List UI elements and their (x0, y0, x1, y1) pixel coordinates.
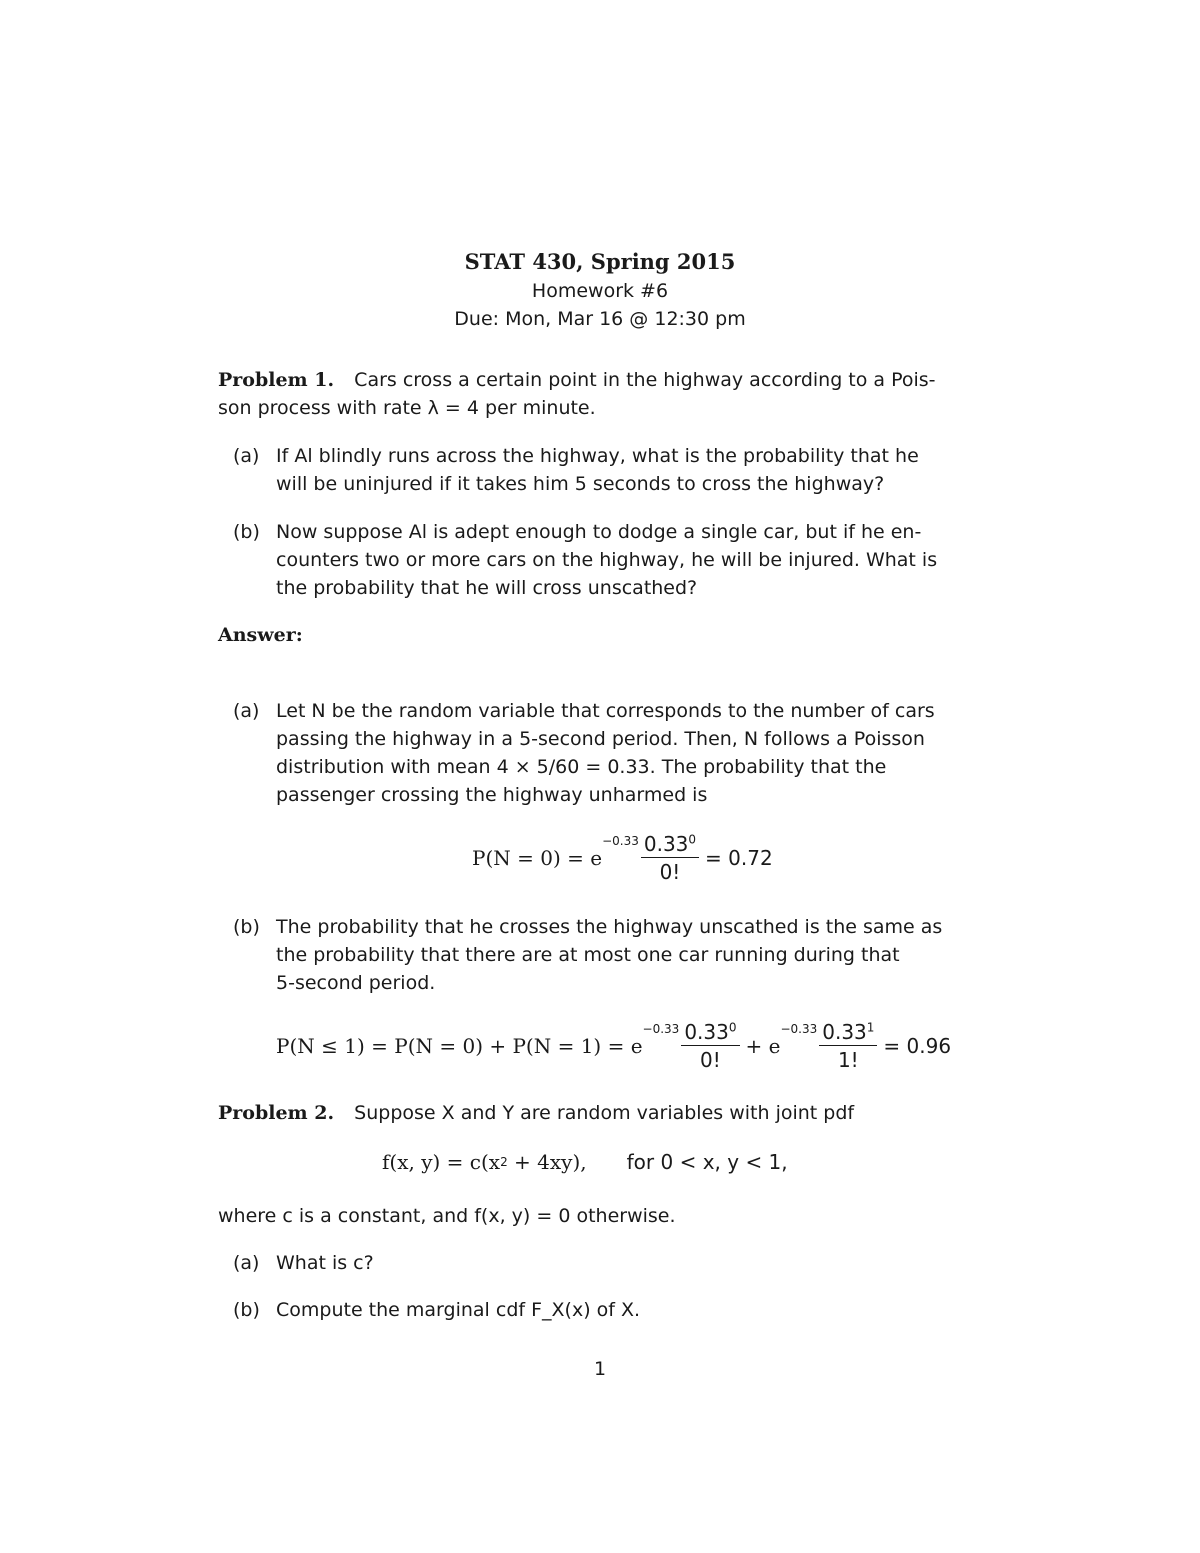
equation-joint-pdf (382, 1150, 788, 1174)
eq2-exponent-2: −0.33 (780, 1022, 818, 1036)
page-subtitle: Homework #6 (531, 280, 669, 302)
answer-a-label: (a) (233, 700, 260, 722)
problem-1-statement (218, 369, 980, 391)
equation-p-n-le-1 (276, 1016, 951, 1076)
answer-a-line3: distribution with mean 4 × 5/60 = 0.33. The probability that the (276, 756, 887, 778)
eq2-numerator-2: 0.33 (822, 1020, 867, 1044)
pdf-rest: + 4xy), (507, 1150, 587, 1174)
answer-b-line1: The probability that he crosses the highway unscathed is the same as (276, 916, 943, 938)
problem-1-text-line2: son process with rate λ = 4 per minute. (218, 397, 596, 419)
eq2-numerator-1-sup: 0 (728, 1020, 737, 1035)
pdf-condition: for 0 < x, y < 1, (626, 1150, 788, 1174)
eq1-numerator: 0.33 (643, 832, 689, 856)
answer-b-line2: the probability that there are at most one car running during that (276, 944, 900, 966)
eq1-fraction (641, 832, 699, 884)
eq2-fraction-2 (819, 1020, 877, 1072)
eq2-denominator-1: 0! (700, 1048, 721, 1072)
eq2-numerator-2-sup: 1 (866, 1020, 875, 1035)
problem-1-label: Problem 1. (218, 369, 335, 391)
eq1-result: = 0.72 (705, 846, 773, 870)
eq2-numerator-1: 0.33 (684, 1020, 729, 1044)
problem-2-text: Suppose X and Y are random variables with joint pdf (354, 1102, 855, 1124)
problem-2-where-line: where c is a constant, and f(x, y) = 0 otherwise. (218, 1205, 676, 1227)
problem-2-part-a-text: What is c? (276, 1252, 374, 1274)
pdf-lhs: f(x, y) = c(x (382, 1150, 501, 1174)
eq1-lhs: P(N = 0) = e (472, 846, 603, 870)
answer-a-line2: passing the highway in a 5-second period. Then, N follows a Poisson (276, 728, 925, 750)
eq1-exponent: −0.33 (602, 834, 639, 848)
problem-2-part-b-label: (b) (233, 1299, 260, 1321)
eq2-plus: + e (745, 1034, 781, 1058)
problem-2-label: Problem 2. (218, 1102, 335, 1124)
equation-p-n-0 (472, 828, 773, 888)
answer-a-line4: passenger crossing the highway unharmed is (276, 784, 708, 806)
answer-b-label: (b) (233, 916, 260, 938)
page-number: 1 (593, 1358, 607, 1380)
answer-b-line3: 5-second period. (276, 972, 436, 994)
due-date: Due: Mon, Mar 16 @ 12:30 pm (454, 308, 746, 330)
problem-1-part-a-label: (a) (233, 445, 260, 467)
problem-1-part-b-label: (b) (233, 521, 260, 543)
eq1-numerator-sup: 0 (688, 832, 697, 847)
problem-1-part-b-line2: counters two or more cars on the highway, he will be injured. What is (276, 549, 938, 571)
problem-1-part-b-line3: the probability that he will cross unscathed? (276, 577, 698, 599)
eq2-result: = 0.96 (883, 1034, 952, 1058)
problem-2-part-b-text: Compute the marginal cdf F_X(x) of X. (276, 1299, 641, 1321)
problem-1-part-b-line1: Now suppose Al is adept enough to dodge a single car, but if he en- (276, 521, 922, 543)
answer-label: Answer: (218, 624, 303, 646)
problem-2-statement (218, 1102, 854, 1124)
problem-1-part-a-line2: will be uninjured if it takes him 5 seconds to cross the highway? (276, 473, 885, 495)
eq1-denominator: 0! (659, 860, 681, 884)
problem-1-part-a-line1: If Al blindly runs across the highway, what is the probability that he (276, 445, 919, 467)
eq2-exponent-1: −0.33 (642, 1022, 680, 1036)
answer-a-line1: Let N be the random variable that corresponds to the number of cars (276, 700, 935, 722)
page-title: STAT 430, Spring 2015 (464, 249, 736, 274)
eq2-lhs: P(N ≤ 1) = P(N = 0) + P(N = 1) = e (276, 1034, 643, 1058)
eq2-fraction-1 (681, 1020, 739, 1072)
problem-1-text-line1: Cars cross a certain point in the highway according to a Pois- (354, 369, 936, 391)
pdf-sup: 2 (500, 1155, 508, 1169)
problem-2-part-a-label: (a) (233, 1252, 260, 1274)
eq2-denominator-2: 1! (837, 1048, 859, 1072)
